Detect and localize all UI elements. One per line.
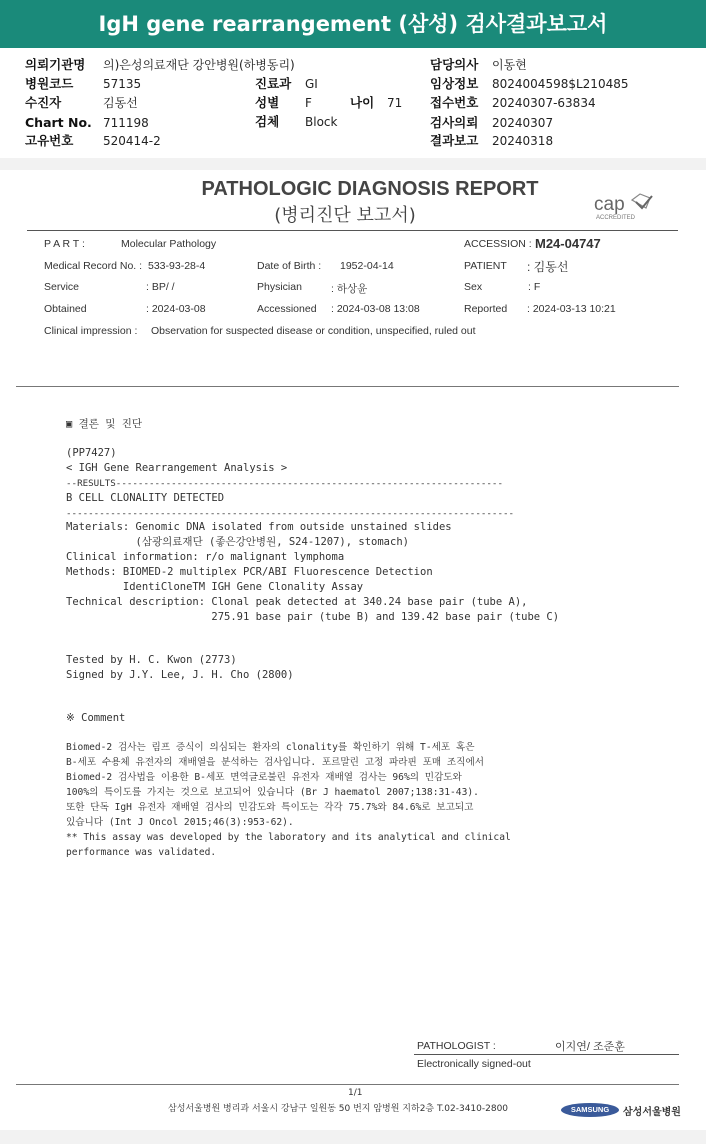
body-line-20: 또한 단독 IgH 유전자 재배열 검사의 민감도와 특이도는 각각 75.7%와 84.6%로 보고되고	[66, 802, 474, 813]
mrn-value: 533-93-28-4	[148, 260, 206, 272]
clinical-info-value: 8024004598$L210485	[492, 77, 629, 91]
department-value: GI	[305, 77, 318, 91]
obtained-label: Obtained	[44, 303, 87, 315]
signed-out-text: Electronically signed-out	[417, 1058, 531, 1070]
sex-label: 성별	[255, 95, 280, 110]
hospital-code-label: 병원코드	[25, 76, 74, 91]
body-line-11: Technical description: Clonal peak detected at 340.24 base pair (tube A),	[66, 596, 528, 608]
hospital-code-value: 57135	[103, 77, 142, 91]
part-label: P A R T :	[44, 238, 85, 250]
obtained-value: : 2024-03-08	[146, 303, 206, 315]
hospital-name: 삼성서울병원	[623, 1107, 681, 1118]
report-title-en: PATHOLOGIC DIAGNOSIS REPORT	[201, 178, 539, 200]
body-line-4: B CELL CLONALITY DETECTED	[66, 492, 225, 504]
signature-line	[414, 1054, 679, 1055]
pathologist-value: 이지연/ 조준훈	[555, 1041, 625, 1053]
report-title-ko: (병리진단 보고서)	[274, 205, 416, 226]
specimen-label: 검체	[255, 114, 280, 129]
body-line-17: B-세포 수용체 유전자의 재배열을 분석하는 검사입니다. 포르말린 고정 파라핀 포매 조직에서	[66, 757, 484, 768]
body-line-12: 275.91 base pair (tube B) and 139.42 base pair (tube C)	[66, 611, 560, 623]
body-line-1: (PP7427)	[66, 447, 117, 459]
report-banner-title: IgH gene rearrangement (삼성) 검사결과보고서	[0, 0, 706, 48]
patient-value: : 김동선	[527, 260, 569, 274]
cap-accredited-logo	[592, 192, 660, 222]
body-line-21: 있습니다 (Int J Oncol 2015;46(3):953-62).	[66, 817, 294, 828]
cap-logo-text: cap	[594, 194, 625, 215]
dob-value: 1952-04-14	[340, 260, 394, 272]
chart-no-value: 711198	[103, 116, 149, 130]
doctor-value: 이동현	[492, 58, 527, 72]
clinical-impression-value: Observation for suspected disease or condition, unspecified, ruled out	[151, 325, 476, 337]
body-line-23: performance was validated.	[66, 847, 217, 858]
patient-label: PATIENT	[464, 260, 507, 272]
physician-label: Physician	[257, 281, 302, 293]
physician-value: : 하상윤	[331, 283, 368, 295]
body-line-7: (삼광의료재단 (좋은강안병원, S24-1207), stomach)	[66, 536, 409, 548]
mrn-label: Medical Record No. :	[44, 260, 143, 272]
service-value: : BP/ /	[146, 281, 175, 293]
clinical-info-label: 임상정보	[430, 76, 479, 91]
accessioned-label: Accessioned	[257, 303, 317, 315]
body-line-15: ※ Comment	[66, 712, 126, 724]
part-value: Molecular Pathology	[121, 238, 217, 250]
unique-no-value: 520414-2	[103, 134, 161, 148]
request-date-value: 20240307	[492, 116, 554, 130]
report-date-value: 20240318	[492, 134, 554, 148]
body-line-13: Tested by H. C. Kwon (2773)	[66, 654, 237, 666]
report-date-label: 결과보고	[430, 133, 479, 148]
reported-label: Reported	[464, 303, 508, 315]
clinical-impression-label: Clinical impression :	[44, 325, 138, 337]
body-line-19: 100%의 특이도를 가지는 것으로 보고되어 있습니다 (Br J haematol 2007;138:31-43).	[66, 787, 479, 798]
body-line-2: < IGH Gene Rearrangement Analysis >	[66, 462, 288, 474]
sex-label-report: Sex	[464, 281, 483, 293]
body-line-18: Biomed-2 검사법을 이용한 B-세포 면역글로불린 유전자 재배열 검사는 96%의 민감도와	[66, 772, 462, 783]
body-line-10: IdentiCloneTM IGH Gene Clonality Assay	[66, 581, 364, 593]
age-label: 나이	[350, 95, 375, 110]
accessioned-value: : 2024-03-08 13:08	[331, 303, 420, 315]
receipt-no-label: 접수번호	[430, 95, 479, 110]
sex-value: F	[305, 96, 312, 110]
body-line-0: ▣ 결론 및 진단	[66, 418, 143, 430]
body-line-3: --RESULTS----------------------------------------------------------------------	[66, 478, 503, 489]
reported-value: : 2024-03-13 10:21	[527, 303, 616, 315]
divider-bottom	[16, 1084, 679, 1085]
page-number: 1/1	[348, 1088, 363, 1098]
body-line-8: Clinical information: r/o malignant lymphoma	[66, 551, 345, 563]
specimen-value: Block	[305, 115, 338, 129]
divider-top	[27, 230, 678, 231]
divider-mid	[16, 386, 679, 387]
request-date-label: 검사의뢰	[430, 115, 479, 130]
body-line-16: Biomed-2 검사는 림프 증식이 의심되는 환자의 clonality를 확인하기 위해 T-세포 혹은	[66, 742, 475, 753]
accession-label: ACCESSION :	[464, 238, 532, 250]
dob-label: Date of Birth :	[257, 260, 322, 272]
receipt-no-value: 20240307-63834	[492, 96, 596, 110]
cap-accredited-text: ACCREDITED	[596, 215, 636, 221]
institution-label: 의뢰기관명	[25, 57, 86, 72]
footer-address: 삼성서울병원 병리과 서울시 강남구 일원동 50 번지 암병원 지하2층 T.02-3410-2800	[168, 1104, 509, 1114]
body-line-9: Methods: BIOMED-2 multiplex PCR/ABI Fluorescence Detection	[66, 566, 433, 578]
body-line-5: ---------------------------------------------------------------------------------	[66, 508, 515, 519]
examinee-label: 수진자	[25, 95, 62, 110]
body-line-14: Signed by J.Y. Lee, J. H. Cho (2800)	[66, 669, 294, 681]
department-label: 진료과	[255, 76, 292, 91]
accession-value: M24-04747	[535, 236, 601, 251]
unique-no-label: 고유번호	[25, 133, 74, 148]
institution-value: 의)은성의료재단 강안병원(하병동리)	[103, 58, 295, 72]
request-header	[0, 48, 706, 158]
service-label: Service	[44, 281, 80, 293]
samsung-logo: SAMSUNG	[561, 1103, 619, 1117]
sex-value-report: : F	[528, 281, 541, 293]
age-value: 71	[387, 96, 403, 110]
body-line-6: Materials: Genomic DNA isolated from outside unstained slides	[66, 521, 452, 533]
examinee-value: 김동선	[103, 96, 138, 110]
body-line-22: ** This assay was developed by the laboratory and its analytical and clinical	[66, 832, 511, 843]
report-sheet	[0, 170, 706, 1130]
chart-no-label: Chart No.	[25, 115, 92, 130]
doctor-label: 담당의사	[430, 57, 479, 72]
pathologist-label: PATHOLOGIST :	[417, 1040, 496, 1052]
